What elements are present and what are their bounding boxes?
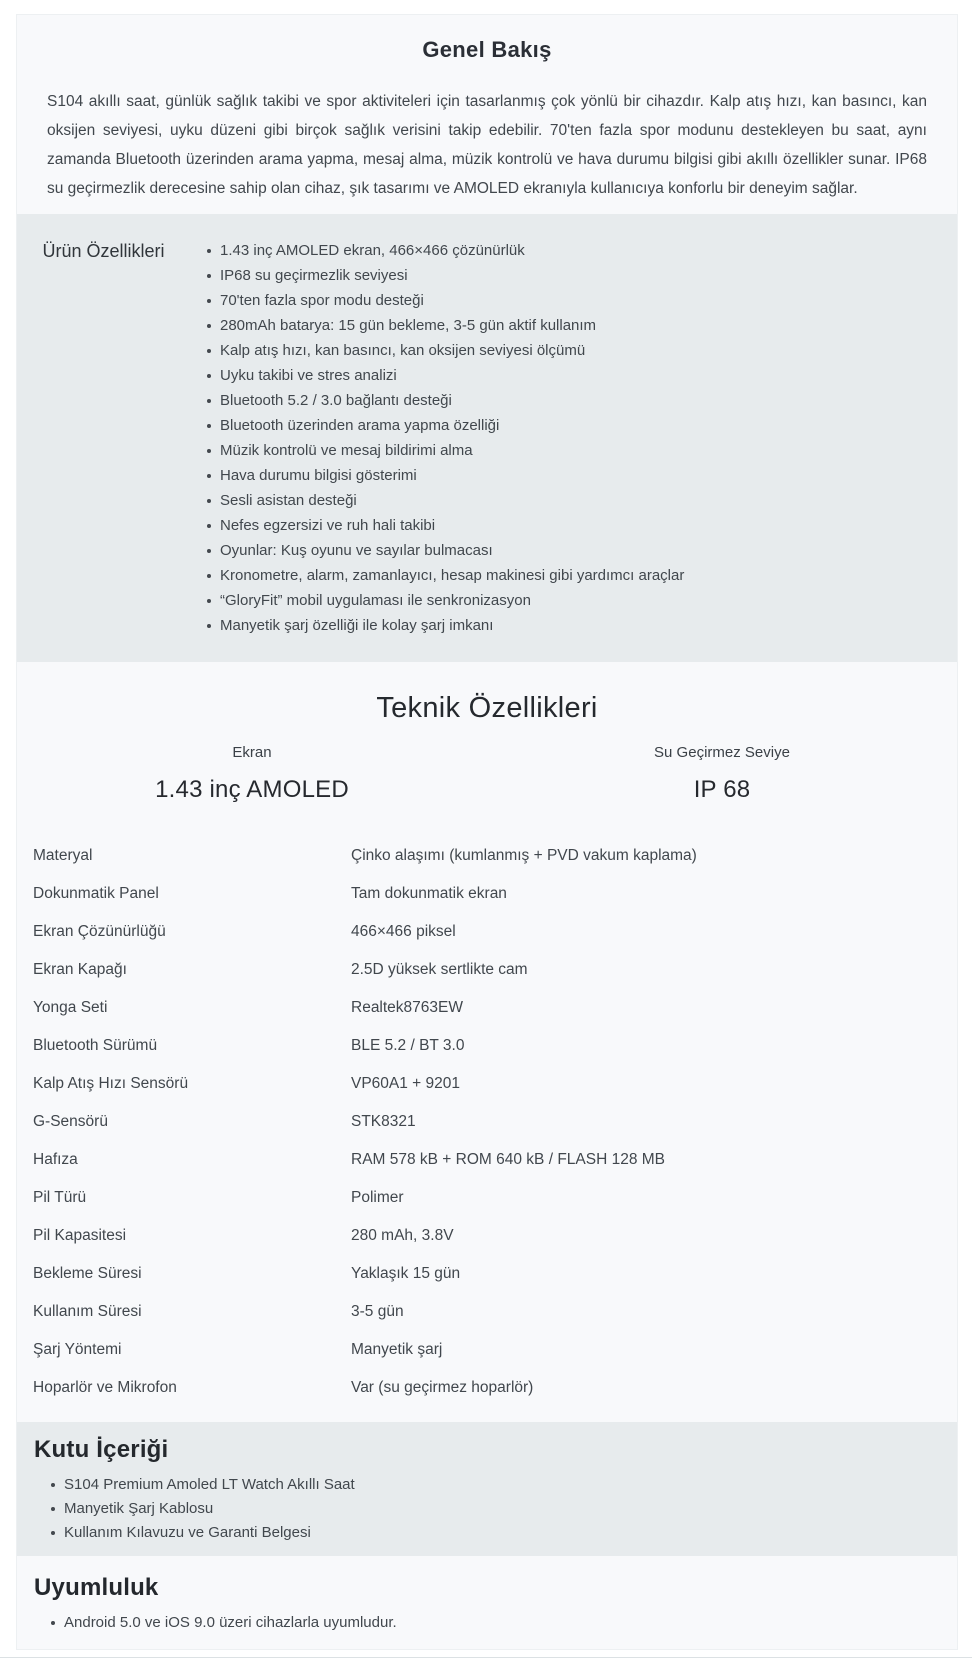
spec-row	[33, 836, 941, 874]
spec-value: 3-5 gün	[351, 1302, 404, 1320]
spec-label: Hafıza	[33, 1150, 78, 1168]
section-overview	[17, 15, 957, 203]
description-card	[16, 14, 958, 1650]
spec-label: Ekran Kapağı	[33, 960, 127, 978]
feature-list-item: 1.43 inç AMOLED ekran, 466×466 çözünürlük	[220, 238, 941, 263]
spec-label: Pil Kapasitesi	[33, 1226, 127, 1244]
feature-list-item: Müzik kontrolü ve mesaj bildirimi alma	[220, 438, 941, 463]
features-label: Ürün Özellikleri	[42, 241, 165, 261]
spec-label: Şarj Yöntemi	[33, 1340, 122, 1358]
section-tech-specs	[17, 662, 957, 1406]
spec-row	[33, 1368, 941, 1406]
feature-list-item: 70'ten fazla spor modu desteği	[220, 288, 941, 313]
spec-row	[33, 1178, 941, 1216]
section-box-contents	[17, 1422, 957, 1556]
feature-list-item: Hava durumu bilgisi gösterimi	[220, 463, 941, 488]
spec-value: Polimer	[351, 1188, 404, 1206]
section-compatibility	[17, 1556, 957, 1635]
section-product-features	[17, 214, 957, 662]
tech-highlight-label: Su Geçirmez Seviye	[654, 744, 790, 761]
spec-table	[17, 836, 957, 1406]
spec-value: VP60A1 + 9201	[351, 1074, 461, 1092]
spec-value: Realtek8763EW	[351, 998, 464, 1016]
spec-value: Yaklaşık 15 gün	[351, 1264, 461, 1282]
spec-row	[33, 1216, 941, 1254]
compatibility-list	[34, 1611, 940, 1635]
box-contents-title: Kutu İçeriği	[34, 1436, 169, 1463]
tech-highlight	[17, 744, 487, 805]
spec-label: Pil Türü	[33, 1188, 87, 1206]
feature-list-item: Manyetik şarj özelliği ile kolay şarj imkanı	[220, 613, 941, 638]
spec-label: G-Sensörü	[33, 1112, 108, 1130]
spec-value: 280 mAh, 3.8V	[351, 1226, 454, 1244]
spec-value: BLE 5.2 / BT 3.0	[351, 1036, 465, 1054]
feature-list-item: Nefes egzersizi ve ruh hali takibi	[220, 513, 941, 538]
spec-row	[33, 1254, 941, 1292]
feature-list-item: Sesli asistan desteği	[220, 488, 941, 513]
box-list-item: Manyetik Şarj Kablosu	[64, 1497, 940, 1521]
spec-row	[33, 912, 941, 950]
spec-row	[33, 950, 941, 988]
spec-row	[33, 1330, 941, 1368]
spec-row	[33, 1064, 941, 1102]
spec-label: Materyal	[33, 846, 93, 864]
tech-highlight-value: 1.43 inç AMOLED	[155, 776, 349, 803]
box-contents-list	[34, 1473, 940, 1545]
compatibility-list-item: Android 5.0 ve iOS 9.0 üzeri cihazlarla uyumludur.	[64, 1611, 940, 1635]
box-list-item: Kullanım Kılavuzu ve Garanti Belgesi	[64, 1521, 940, 1545]
spec-row	[33, 1026, 941, 1064]
spec-label: Bluetooth Sürümü	[33, 1036, 158, 1054]
spec-value: Tam dokunmatik ekran	[351, 884, 507, 902]
spec-label: Hoparlör ve Mikrofon	[33, 1378, 177, 1396]
spec-value: RAM 578 kB + ROM 640 kB / FLASH 128 MB	[351, 1150, 665, 1168]
feature-list-item: “GloryFit” mobil uygulaması ile senkronizasyon	[220, 588, 941, 613]
feature-list-item: Kalp atış hızı, kan basıncı, kan oksijen seviyesi ölçümü	[220, 338, 941, 363]
tech-highlight-value: IP 68	[693, 776, 751, 803]
features-list	[190, 238, 941, 638]
spec-row	[33, 1140, 941, 1178]
spec-value: 466×466 piksel	[351, 922, 456, 940]
feature-list-item: Uyku takibi ve stres analizi	[220, 363, 941, 388]
spec-value: STK8321	[351, 1112, 416, 1130]
tech-highlight-columns	[17, 744, 957, 805]
feature-list-item: IP68 su geçirmezlik seviyesi	[220, 263, 941, 288]
box-list-item: S104 Premium Amoled LT Watch Akıllı Saat	[64, 1473, 940, 1497]
spec-value: Var (su geçirmez hoparlör)	[351, 1378, 534, 1396]
spec-label: Dokunmatik Panel	[33, 884, 159, 902]
spec-label: Yonga Seti	[33, 998, 108, 1016]
overview-title: Genel Bakış	[422, 37, 552, 62]
spec-label: Kullanım Süresi	[33, 1302, 142, 1320]
spec-label: Kalp Atış Hızı Sensörü	[33, 1074, 189, 1092]
spec-value: 2.5D yüksek sertlikte cam	[351, 960, 528, 978]
bottom-divider	[0, 1657, 972, 1658]
tech-specs-title: Teknik Özellikleri	[376, 692, 598, 724]
spec-label: Bekleme Süresi	[33, 1264, 142, 1282]
spec-row	[33, 1292, 941, 1330]
feature-list-item: Kronometre, alarm, zamanlayıcı, hesap makinesi gibi yardımcı araçlar	[220, 563, 941, 588]
spec-row	[33, 988, 941, 1026]
overview-paragraph: S104 akıllı saat, günlük sağlık takibi ve spor aktiviteleri için tasarlanmış çok yönlü bir cihazdır. Kalp atış hızı, kan basıncı, kan oksijen seviyesi, uyku düzeni gibi birçok sağlık verisini takip edebilir. 70'ten fazla spor modunu destekleyen bu saat, aynı zamanda Bluetooth üzerinden arama yapma, mesaj alma, müzik kontrolü ve hava durumu bilgisi gibi akıllı özellikler sunar. IP68 su geçirmezlik derecesine sahip olan cihaz, şık tasarımı ve AMOLED ekranıyla kullanıcıya konforlu bir deneyim sağlar.	[47, 93, 927, 197]
feature-list-item: Bluetooth 5.2 / 3.0 bağlantı desteği	[220, 388, 941, 413]
spec-row	[33, 874, 941, 912]
spec-row	[33, 1102, 941, 1140]
spec-label: Ekran Çözünürlüğü	[33, 922, 166, 940]
compatibility-title: Uyumluluk	[34, 1574, 159, 1601]
feature-list-item: Bluetooth üzerinden arama yapma özelliği	[220, 413, 941, 438]
feature-list-item: Oyunlar: Kuş oyunu ve sayılar bulmacası	[220, 538, 941, 563]
tech-highlight	[487, 744, 957, 805]
spec-value: Manyetik şarj	[351, 1340, 443, 1358]
tech-highlight-label: Ekran	[232, 744, 272, 761]
spec-value: Çinko alaşımı (kumlanmış + PVD vakum kaplama)	[351, 846, 697, 864]
feature-list-item: 280mAh batarya: 15 gün bekleme, 3-5 gün aktif kullanım	[220, 313, 941, 338]
